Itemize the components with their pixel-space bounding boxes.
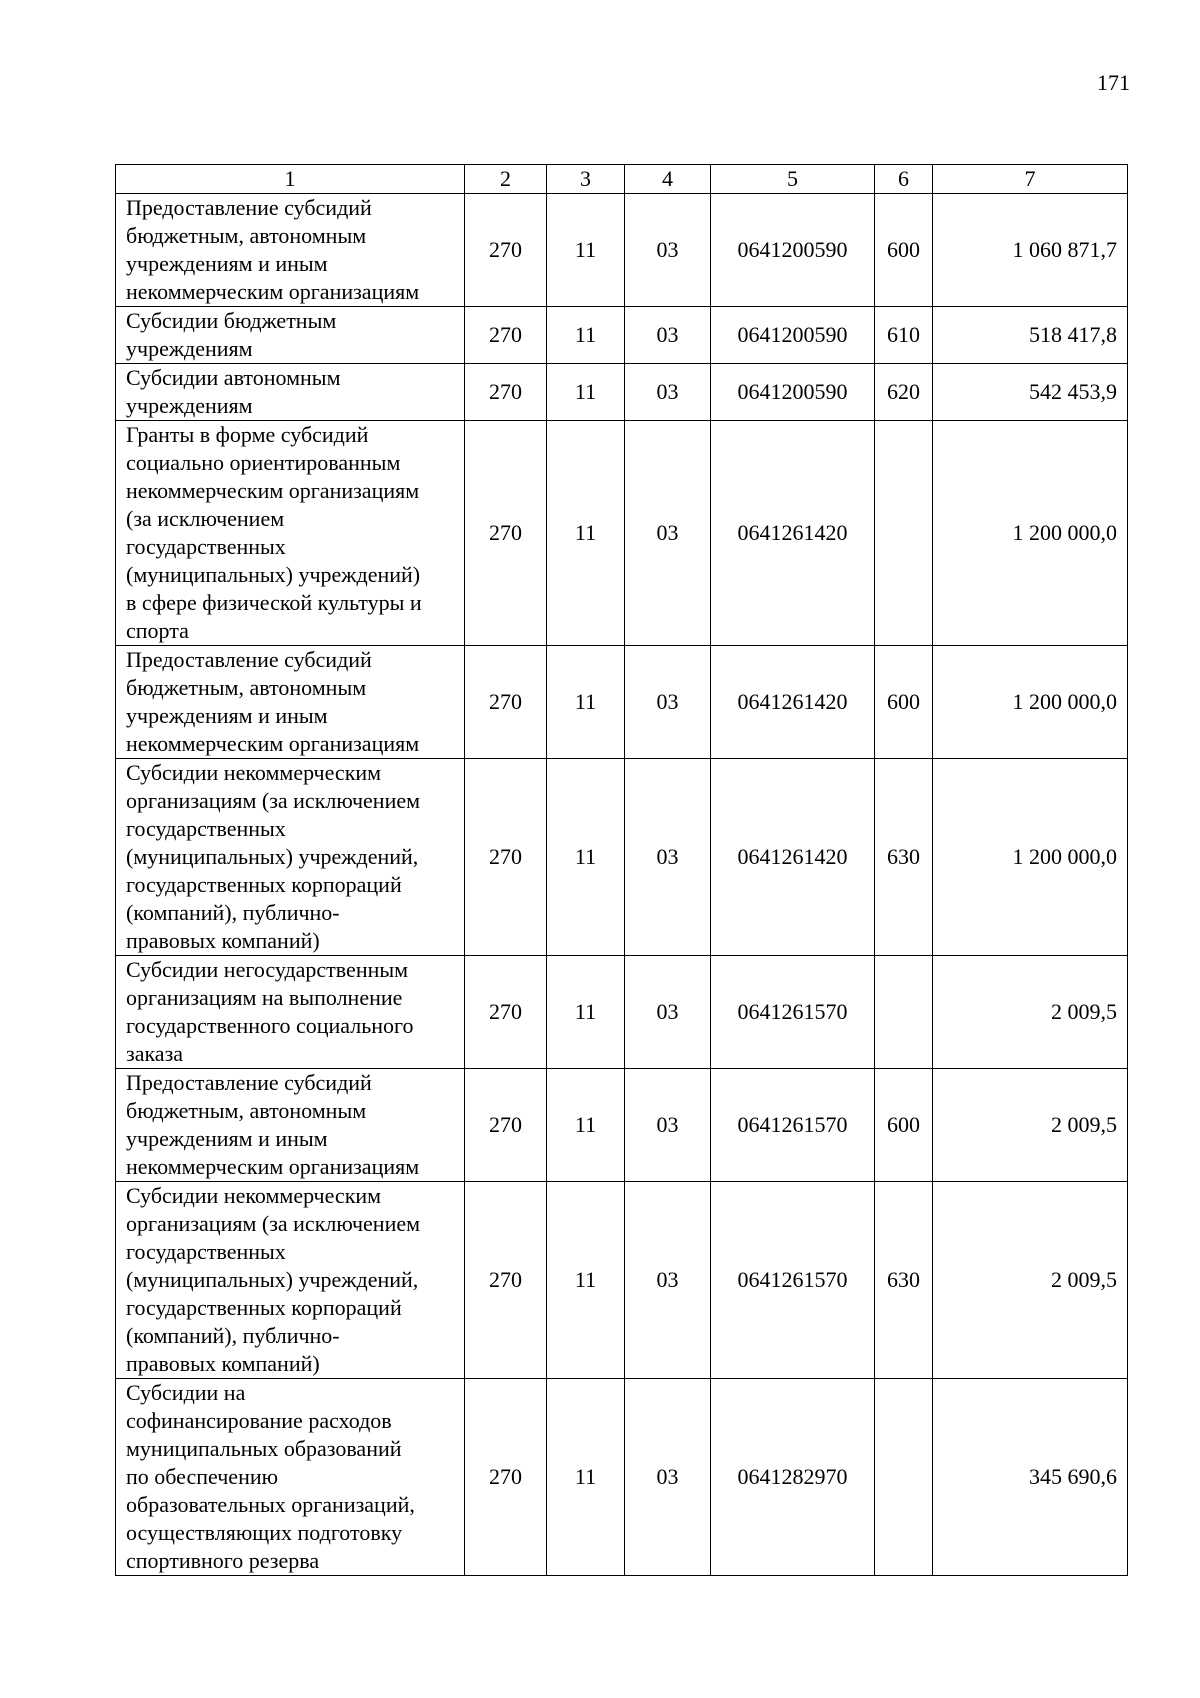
row-expense-type: 600	[875, 194, 933, 307]
row-expense-type: 600	[875, 1069, 933, 1182]
row-target-article: 0641261570	[711, 1069, 875, 1182]
row-section: 11	[547, 1069, 625, 1182]
row-subsection: 03	[625, 1182, 711, 1379]
table-row	[116, 307, 1128, 364]
row-section: 11	[547, 421, 625, 646]
row-grbs: 270	[465, 1069, 547, 1182]
page-number: 171	[1097, 70, 1130, 95]
row-expense-type: 600	[875, 646, 933, 759]
row-expense-type	[875, 421, 933, 646]
header-col-5: 5	[711, 165, 875, 194]
table-header	[116, 165, 1128, 194]
row-target-article: 0641200590	[711, 364, 875, 421]
table-row	[116, 646, 1128, 759]
row-grbs: 270	[465, 1182, 547, 1379]
row-name: Субсидии негосударственным организациям на выполнение государственного социального заказа	[116, 956, 465, 1069]
row-expense-type	[875, 956, 933, 1069]
row-amount: 2 009,5	[933, 1182, 1128, 1379]
row-subsection: 03	[625, 956, 711, 1069]
row-amount: 1 200 000,0	[933, 646, 1128, 759]
table-body	[116, 194, 1128, 1576]
row-grbs: 270	[465, 646, 547, 759]
row-target-article: 0641200590	[711, 307, 875, 364]
header-col-6: 6	[875, 165, 933, 194]
row-expense-type: 620	[875, 364, 933, 421]
table-row	[116, 1379, 1128, 1576]
table-row	[116, 194, 1128, 307]
row-expense-type	[875, 1379, 933, 1576]
header-col-3: 3	[547, 165, 625, 194]
header-col-2: 2	[465, 165, 547, 194]
row-subsection: 03	[625, 1069, 711, 1182]
table-row	[116, 364, 1128, 421]
header-col-4: 4	[625, 165, 711, 194]
row-section: 11	[547, 646, 625, 759]
table-row	[116, 759, 1128, 956]
row-amount: 518 417,8	[933, 307, 1128, 364]
row-target-article: 0641282970	[711, 1379, 875, 1576]
row-subsection: 03	[625, 646, 711, 759]
row-grbs: 270	[465, 956, 547, 1069]
row-grbs: 270	[465, 759, 547, 956]
row-section: 11	[547, 759, 625, 956]
row-amount: 1 060 871,7	[933, 194, 1128, 307]
header-col-7: 7	[933, 165, 1128, 194]
row-section: 11	[547, 307, 625, 364]
row-target-article: 0641261570	[711, 956, 875, 1069]
row-name: Предоставление субсидий бюджетным, автономным учреждениям и иным некоммерческим организациям	[116, 194, 465, 307]
row-section: 11	[547, 364, 625, 421]
row-expense-type: 610	[875, 307, 933, 364]
row-grbs: 270	[465, 307, 547, 364]
row-subsection: 03	[625, 1379, 711, 1576]
row-subsection: 03	[625, 421, 711, 646]
row-name: Гранты в форме субсидий социально ориентированным некоммерческим организациям (за исключением государственных (муниципальных) учреждений) в сфере физической культуры и спорта	[116, 421, 465, 646]
row-grbs: 270	[465, 364, 547, 421]
row-amount: 345 690,6	[933, 1379, 1128, 1576]
row-amount: 1 200 000,0	[933, 759, 1128, 956]
row-name: Субсидии бюджетным учреждениям	[116, 307, 465, 364]
row-target-article: 0641261420	[711, 646, 875, 759]
row-expense-type: 630	[875, 759, 933, 956]
table-row	[116, 421, 1128, 646]
row-target-article: 0641261420	[711, 759, 875, 956]
row-amount: 2 009,5	[933, 956, 1128, 1069]
row-grbs: 270	[465, 421, 547, 646]
header-row	[116, 165, 1128, 194]
budget-table	[115, 164, 1128, 1576]
row-target-article: 0641261570	[711, 1182, 875, 1379]
row-target-article: 0641261420	[711, 421, 875, 646]
table-row	[116, 1069, 1128, 1182]
row-section: 11	[547, 1379, 625, 1576]
row-subsection: 03	[625, 364, 711, 421]
row-grbs: 270	[465, 194, 547, 307]
table-row	[116, 956, 1128, 1069]
row-expense-type: 630	[875, 1182, 933, 1379]
row-amount: 2 009,5	[933, 1069, 1128, 1182]
row-target-article: 0641200590	[711, 194, 875, 307]
table-row	[116, 1182, 1128, 1379]
row-subsection: 03	[625, 759, 711, 956]
row-name: Субсидии некоммерческим организациям (за исключением государственных (муниципальных) учреждений, государственных корпораций (компаний), публично- правовых компаний)	[116, 1182, 465, 1379]
row-name: Предоставление субсидий бюджетным, автономным учреждениям и иным некоммерческим организациям	[116, 1069, 465, 1182]
row-amount: 542 453,9	[933, 364, 1128, 421]
row-name: Субсидии некоммерческим организациям (за исключением государственных (муниципальных) учреждений, государственных корпораций (компаний), публично- правовых компаний)	[116, 759, 465, 956]
row-name: Субсидии на софинансирование расходов муниципальных образований по обеспечению образовательных организаций, осуществляющих подготовку спортивного резерва	[116, 1379, 465, 1576]
row-section: 11	[547, 1182, 625, 1379]
header-col-1: 1	[116, 165, 465, 194]
row-name: Субсидии автономным учреждениям	[116, 364, 465, 421]
row-subsection: 03	[625, 194, 711, 307]
row-grbs: 270	[465, 1379, 547, 1576]
row-name: Предоставление субсидий бюджетным, автономным учреждениям и иным некоммерческим организациям	[116, 646, 465, 759]
row-section: 11	[547, 956, 625, 1069]
row-section: 11	[547, 194, 625, 307]
row-subsection: 03	[625, 307, 711, 364]
row-amount: 1 200 000,0	[933, 421, 1128, 646]
